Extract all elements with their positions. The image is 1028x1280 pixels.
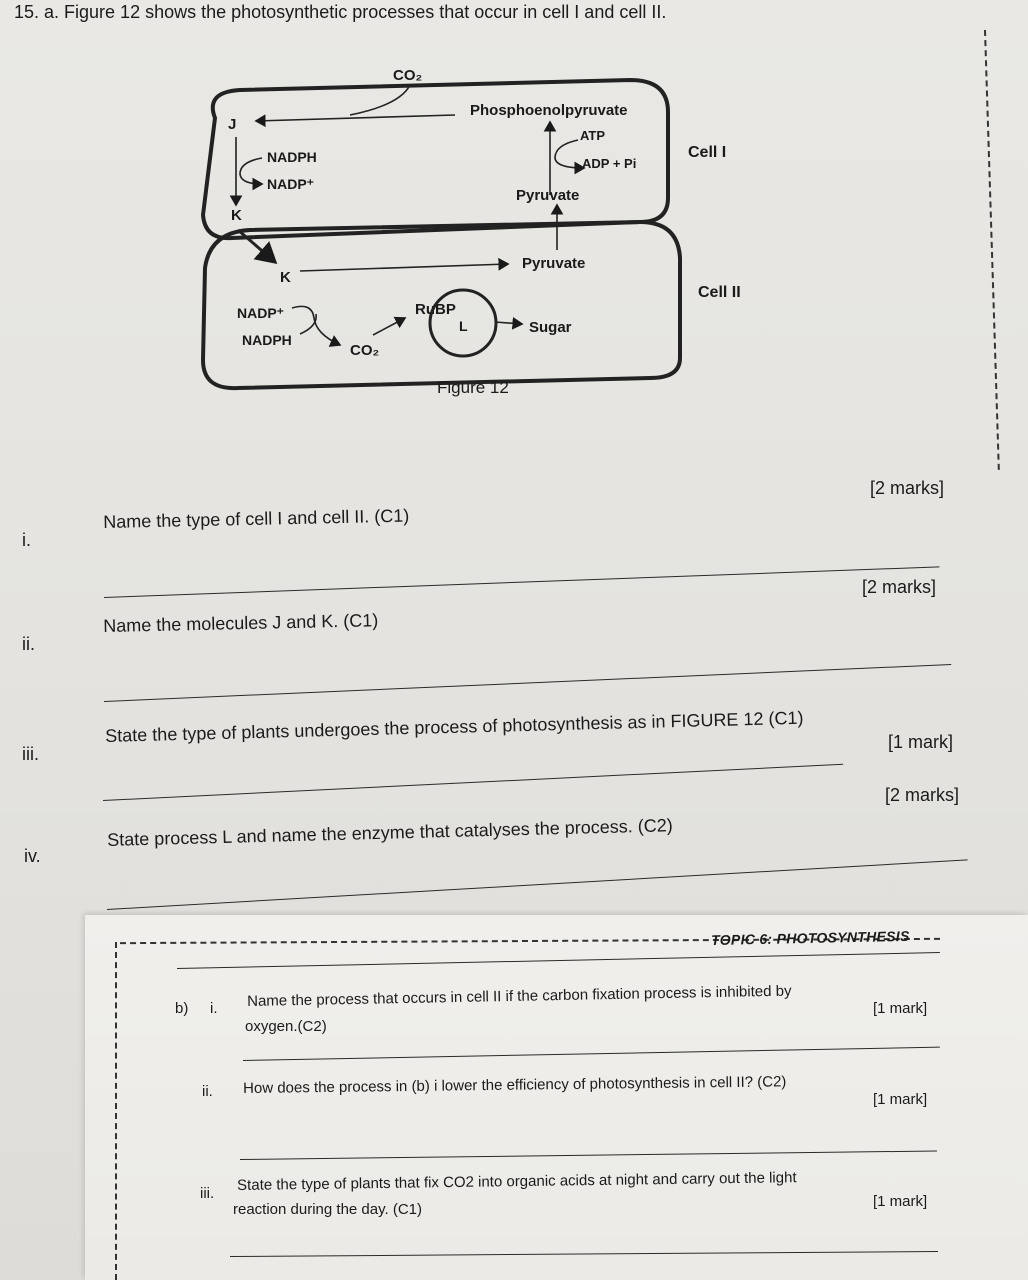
part-b-i-number: i. <box>210 1000 218 1017</box>
part-b-iii-number: iii. <box>200 1185 215 1202</box>
part-a-iv-marks: [2 marks] <box>885 785 960 805</box>
part-b-label: b) <box>175 1000 189 1017</box>
part-a-ii-question: Name the molecules J and K. (C1) <box>103 610 379 636</box>
co2-top-label: CO₂ <box>393 67 423 84</box>
to-sugar-arrow <box>495 322 522 324</box>
atp-label: ATP <box>580 128 606 143</box>
part-b-iii-question-line2: reaction during the day. (C1) <box>233 1201 422 1218</box>
figure-12-diagram <box>0 0 1028 420</box>
nadp-2-label: NADP⁺ <box>237 305 285 321</box>
pep-to-j-arrow <box>256 115 455 121</box>
part-a-ii-marks: [2 marks] <box>862 577 937 597</box>
part-a-iii-answer-line[interactable] <box>103 764 843 801</box>
k-2-label: K <box>280 269 291 286</box>
part-b-i-marks: [1 mark] <box>873 1000 928 1017</box>
k-to-pyruvate-arrow <box>300 264 508 271</box>
j-label: J <box>228 116 237 133</box>
part-a-iv-question: State process L and name the enzyme that catalyses the process. (C2) <box>107 815 673 850</box>
question-heading: 15. a. Figure 12 shows the photosynthetic processes that occur in cell I and cell II. <box>14 2 667 22</box>
part-a-ii-answer-line[interactable] <box>104 664 951 702</box>
pep-label: Phosphoenolpyruvate <box>470 102 628 119</box>
part-b-iii-marks: [1 mark] <box>873 1193 928 1210</box>
part-b-ii-number: ii. <box>202 1083 213 1100</box>
l-label: L <box>459 318 468 334</box>
k-1-label: K <box>231 207 242 224</box>
nadp-1-label: NADP⁺ <box>267 176 315 192</box>
part-a-iii-marks: [1 mark] <box>888 732 954 752</box>
co2-entry-curve <box>350 85 410 115</box>
figure-caption: Figure 12 <box>437 378 509 397</box>
topic-header: TOPIC 6: PHOTOSYNTHESIS <box>711 927 910 948</box>
dashed-border-left <box>115 942 117 1280</box>
part-a-iv-answer-line[interactable] <box>107 859 968 910</box>
part-b-ii-question: How does the process in (b) i lower the efficiency of photosynthesis in cell II? (C2) <box>243 1073 787 1097</box>
part-a-i-number: i. <box>22 530 31 550</box>
pyruvate-1-label: Pyruvate <box>516 187 580 204</box>
nadph-curve-arrow <box>240 158 262 184</box>
part-b-i-question-line1: Name the process that occurs in cell II if the carbon fixation process is inhibited by <box>247 982 792 1010</box>
part-a-i-marks: [2 marks] <box>870 478 945 498</box>
atp-curve-arrow <box>555 140 584 168</box>
cell-2-label: Cell II <box>698 284 741 301</box>
nadph-2-label: NADPH <box>242 332 292 348</box>
cell-1-label: Cell I <box>688 144 727 161</box>
part-a-iii-number: iii. <box>22 744 39 764</box>
co2-bottom-label: CO₂ <box>350 342 380 359</box>
nadp-reduction-curve <box>292 306 340 345</box>
part-a-ii-number: ii. <box>22 634 35 654</box>
part-b-iii-question-line1: State the type of plants that fix CO2 into organic acids at night and carry out the light <box>237 1169 797 1194</box>
nadph-1-label: NADPH <box>267 149 317 165</box>
adp-pi-label: ADP + Pi <box>582 156 637 171</box>
part-a-i-question: Name the type of cell I and cell II. (C1) <box>103 505 410 532</box>
part-a-iii-question: State the type of plants undergoes the process of photosynthesis as in FIGURE 12 (C1) <box>105 707 804 746</box>
part-b-ii-marks: [1 mark] <box>873 1091 928 1108</box>
rubp-label: RuBP <box>415 301 456 318</box>
co2-fixation-arrow <box>373 318 405 335</box>
part-a-iv-number: iv. <box>24 846 41 866</box>
part-b-i-question-line2: oxygen.(C2) <box>245 1018 327 1035</box>
sugar-label: Sugar <box>529 319 572 336</box>
pyruvate-2-label: Pyruvate <box>522 255 586 272</box>
part-a-i-answer-line[interactable] <box>104 566 939 598</box>
